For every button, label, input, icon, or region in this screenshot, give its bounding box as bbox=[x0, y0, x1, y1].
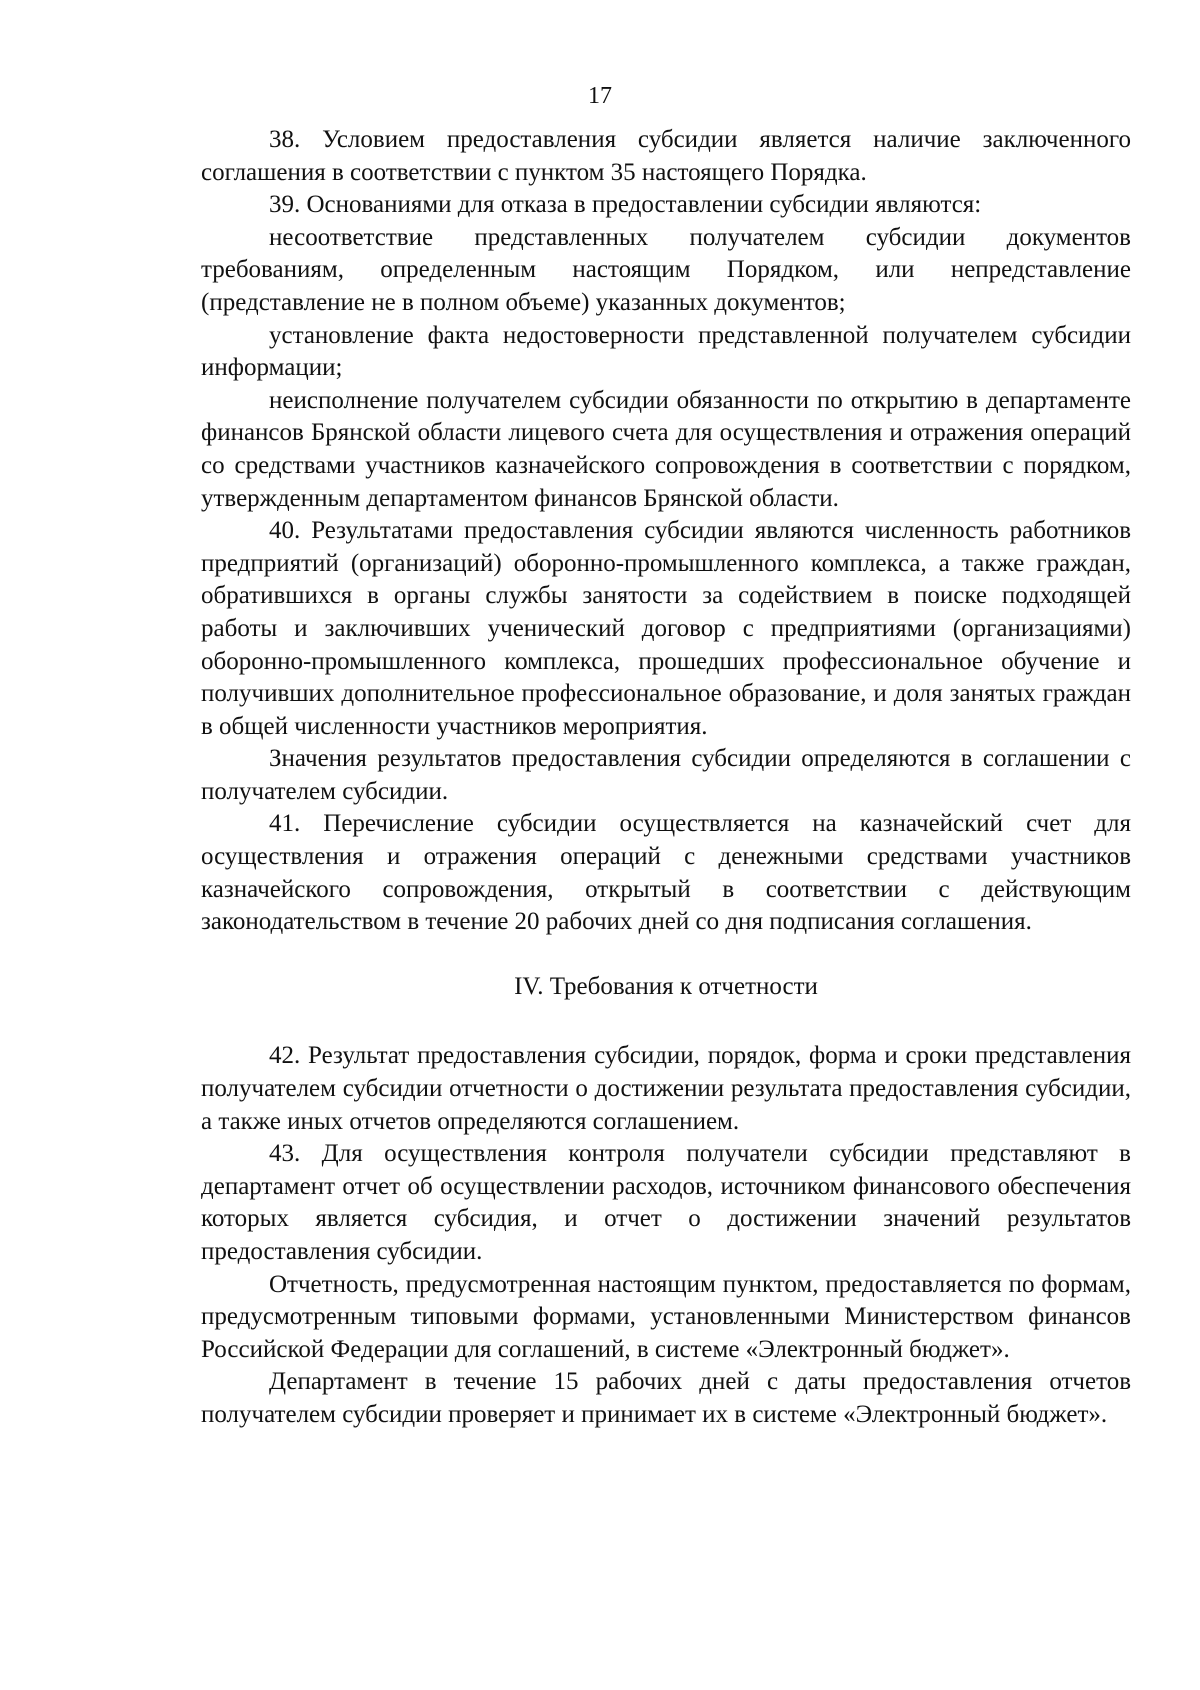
document-body bbox=[201, 124, 1131, 1432]
paragraph-40: 40. Результатами предоставления субсидии являются численность работников предприятий (организаций) оборонно-промышленного комплекса, а также граждан, обратившихся в органы службы занятости за содействием в поиске подходящей работы и заключивших ученический договор с предприятиями (организациями) оборонно-промышленного комплекса, прошедших профессиональное обучение и получивших дополнительное профессиональное образование, и доля занятых граждан в общей численности участников мероприятия. bbox=[201, 517, 1131, 740]
paragraph-39-item-1: несоответствие представленных получателем субсидии документов требованиям, определенным настоящим Порядком, или непредставление (представление не в полном объеме) указанных документов; bbox=[201, 223, 1131, 316]
paragraph-39-item-2: установление факта недостоверности представленной получателем субсидии информации; bbox=[201, 321, 1131, 382]
paragraph-43-review: Департамент в течение 15 рабочих дней с даты предоставления отчетов получателем субсидии проверяет и принимает их в системе «Электронный бюджет». bbox=[201, 1368, 1131, 1428]
paragraph-39-item-3: неисполнение получателем субсидии обязанности по открытию в департаменте финансов Брянской области лицевого счета для осуществления и отражения операций со средствами участников казначейского сопровождения в соответствии с порядком, утвержденным департаментом финансов Брянской области. bbox=[201, 386, 1131, 512]
paragraph-43: 43. Для осуществления контроля получатели субсидии представляют в департамент отчет об осуществлении расходов, источником финансового обеспечения которых является субсидия, и отчет о достижении значений результатов предоставления субсидии. bbox=[201, 1140, 1131, 1265]
paragraph-38: 38. Условием предоставления субсидии является наличие заключенного соглашения в соответствии с пунктом 35 настоящего Порядка. bbox=[201, 126, 1131, 186]
page-number: 17 bbox=[588, 83, 612, 109]
paragraph-39: 39. Основаниями для отказа в предоставлении субсидии являются: bbox=[269, 191, 982, 219]
paragraph-40-values: Значения результатов предоставления субсидии определяются в соглашении с получателем субсидии. bbox=[201, 745, 1131, 805]
paragraph-41: 41. Перечисление субсидии осуществляется на казначейский счет для осуществления и отражения операций с денежными средствами участников казначейского сопровождения, открытый в соответствии с действующим законодательством в течение 20 рабочих дней со дня подписания соглашения. bbox=[201, 810, 1131, 936]
section-heading: IV. Требования к отчетности bbox=[514, 972, 818, 1000]
paragraph-43-reporting: Отчетность, предусмотренная настоящим пунктом, предоставляется по формам, предусмотренным типовыми формами, установленными Министерством финансов Российской Федерации для соглашений, в системе «Электронный бюджет». bbox=[201, 1270, 1131, 1363]
paragraph-42: 42. Результат предоставления субсидии, порядок, форма и сроки представления получателем субсидии отчетности о достижении результата предоставления субсидии, а также иных отчетов определяются соглашением. bbox=[201, 1042, 1131, 1135]
